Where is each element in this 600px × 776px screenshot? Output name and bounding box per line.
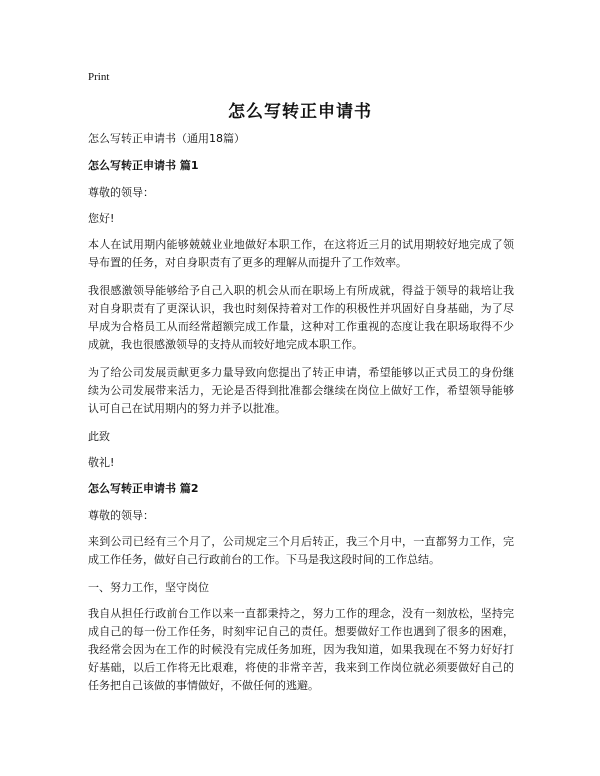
regards-1: 敬礼! <box>88 456 115 469</box>
section-heading-2: 怎么写转正申请书 篇2 <box>88 482 199 495</box>
page-title: 怎么写转正申请书 <box>228 102 372 122</box>
document-subtitle: 怎么写转正申请书（通用18篇） <box>88 132 245 145</box>
list-item-2-1: 一、努力工作，坚守岗位 <box>88 581 209 594</box>
paragraph-2-1: 来到公司已经有三个月了，公司规定三个月后转正，我三个月中，一直都努力工作，完成工作任务，做好自己行政前台的工作。下马是我这段时间的工作总结。 <box>88 535 514 566</box>
salutation-2: 尊敬的领导： <box>88 509 154 522</box>
paragraph-1-2: 我很感激领导能够给予自己入职的机会从而在职场上有所成就，得益于领导的栽培让我对自身职责有了更深认识，我也时刻保持着对工作的积极性并巩固好自身基础，为了尽早成为合格员工从而经常超额完成工作量，这种对工作重视的态度让我在职场取得不少成就，我也很感激领导的支持从而较好地完成本职工作。 <box>88 284 514 351</box>
salutation-1: 尊敬的领导： <box>88 186 154 199</box>
paragraph-2-2: 我自从担任行政前台工作以来一直都秉持之，努力工作的理念，没有一刻放松，坚持完成自己的每一份工作任务，时刻牢记自己的责任。想要做好工作也遇到了很多的困难，我经常会因为在工作的时候没有完成任务加班，因为我知道，如果我现在不努力好好打好基础，以后工作将无比艰难，将使的非常辛苦，我来到工作岗位就必须要做好自己的任务把自己该做的事情做好，不做任何的逃避。 <box>88 607 514 692</box>
closing-1: 此致 <box>88 430 110 443</box>
paragraph-1-3: 为了给公司发展贡献更多力量导致向您提出了转正申请，希望能够以正式员工的身份继续为公司发展带来活力，无论是否得到批准都会继续在岗位上做好工作，希望领导能够认可自己在试用期内的努力并予以批准。 <box>88 366 514 415</box>
document-body <box>88 130 514 705</box>
print-label: Print <box>88 71 110 83</box>
section-heading-1: 怎么写转正申请书 篇1 <box>88 159 199 172</box>
paragraph-1-1: 本人在试用期内能够兢兢业业地做好本职工作，在这将近三月的试用期较好地完成了领导布置的任务，对自身职责有了更多的理解从而提升了工作效率。 <box>88 238 514 269</box>
greeting-1: 您好! <box>88 212 115 225</box>
